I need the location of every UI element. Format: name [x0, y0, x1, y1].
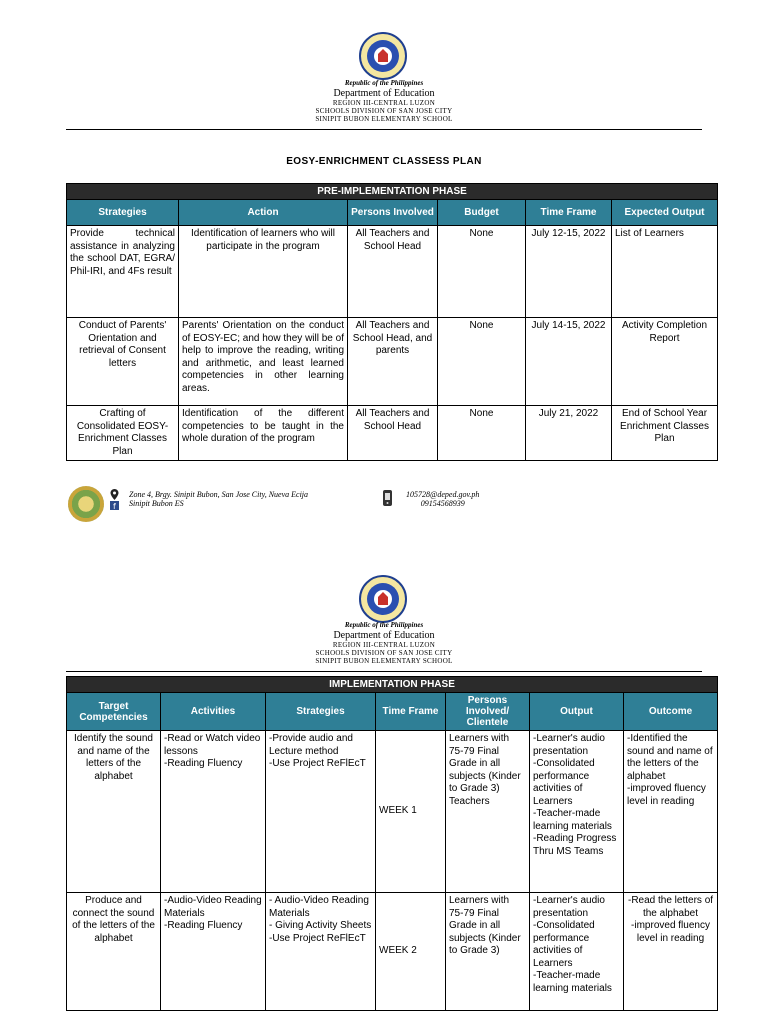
division-line: SCHOOLS DIVISION OF SAN JOSE CITY — [315, 107, 453, 115]
division-line: SCHOOLS DIVISION OF SAN JOSE CITY — [315, 649, 453, 657]
table-cell: -Provide audio and Lecture method -Use Project ReFlEcT — [266, 731, 376, 893]
doc-title: EOSY-ENRICHMENT CLASSESS PLAN — [286, 156, 482, 167]
table-row — [67, 318, 718, 406]
table-cell: -Read the letters of the alphabet -improved fluency level in reading — [624, 893, 718, 1011]
deped-seal-icon — [359, 575, 407, 623]
table-cell: None — [438, 406, 526, 461]
table-cell: Learners with 75-79 Final Grade in all subjects (Kinder to Grade 3) Teachers — [446, 731, 530, 893]
table-cell: Produce and connect the sound of the letters of the alphabet — [67, 893, 161, 1011]
column-header: Time Frame — [526, 200, 612, 226]
implementation-table — [66, 676, 718, 1011]
department-line: Department of Education — [333, 630, 435, 641]
column-header: Target Competencies — [67, 693, 161, 731]
table-cell: -Learner's audio presentation -Consolidated performance activities of Learners -Teacher-made learning materials -Reading Progress Thru MS Teams — [530, 731, 624, 893]
phase-title: PRE-IMPLEMENTATION PHASE — [67, 184, 718, 200]
facebook-text: Sinipit Bubon ES — [129, 499, 184, 508]
department-line: Department of Education — [333, 88, 435, 99]
table-cell: -Read or Watch video lessons -Reading Fluency — [161, 731, 266, 893]
table-cell: Parents' Orientation on the conduct of EOSY-EC; and how they will be of help to improve the reading, writing and arithmetic, and least learned competencies in other learning areas. — [179, 318, 348, 406]
table-cell: None — [438, 226, 526, 318]
table-row — [67, 226, 718, 318]
table-cell: WEEK 1 — [376, 731, 446, 893]
table-row — [67, 893, 718, 1011]
table-cell: List of Learners — [612, 226, 718, 318]
school-line: SINIPIT BUBON ELEMENTARY SCHOOL — [315, 115, 453, 123]
table-cell: Identify the sound and name of the letters of the alphabet — [67, 731, 161, 893]
table-cell: Crafting of Consolidated EOSY-Enrichment Classes Plan — [67, 406, 179, 461]
school-line: SINIPIT BUBON ELEMENTARY SCHOOL — [315, 657, 453, 665]
column-header: Output — [530, 693, 624, 731]
location-pin-icon — [110, 489, 119, 500]
table-cell: Activity Completion Report — [612, 318, 718, 406]
region-line: REGION III-CENTRAL LUZON — [332, 641, 436, 649]
table-row — [67, 731, 718, 893]
table-cell: All Teachers and School Head — [348, 406, 438, 461]
school-emblem-icon — [68, 486, 104, 522]
table-cell: Learners with 75-79 Final Grade in all subjects (Kinder to Grade 3) — [446, 893, 530, 1011]
column-header: Strategies — [266, 693, 376, 731]
column-header: Time Frame — [376, 693, 446, 731]
table-cell: WEEK 2 — [376, 893, 446, 1011]
table-cell: -Audio-Video Reading Materials -Reading Fluency — [161, 893, 266, 1011]
address-text: Zone 4, Brgy. Sinipit Bubon, San Jose City, Nueva Ecija — [129, 490, 309, 499]
table-cell: July 21, 2022 — [526, 406, 612, 461]
column-header: Expected Output — [612, 200, 718, 226]
table-cell: Provide technical assistance in analyzing the school DAT, EGRA/ Phil-IRI, and 4Fs result — [67, 226, 179, 318]
pre-implementation-table — [66, 183, 718, 461]
column-header: Strategies — [67, 200, 179, 226]
table-cell: July 14-15, 2022 — [526, 318, 612, 406]
column-header: Budget — [438, 200, 526, 226]
phone-icon — [382, 488, 393, 508]
column-header: Persons Involved/ Clientele — [446, 693, 530, 731]
table-cell: None — [438, 318, 526, 406]
republic-line: Republic of the Philippines — [344, 79, 424, 87]
header-rule — [66, 129, 702, 130]
letterhead — [0, 80, 768, 123]
facebook-icon — [110, 501, 119, 510]
table-cell: - Audio-Video Reading Materials - Giving Activity Sheets -Use Project ReFlEcT — [266, 893, 376, 1011]
region-line: REGION III-CENTRAL LUZON — [332, 99, 436, 107]
table-cell: -Learner's audio presentation -Consolidated performance activities of Learners -Teacher-made learning materials — [530, 893, 624, 1011]
table-cell: All Teachers and School Head — [348, 226, 438, 318]
table-cell: -Identified the sound and name of the letters of the alphabet -improved fluency level in reading — [624, 731, 718, 893]
table-cell: Identification of the different competencies to be taught in the whole duration of the program — [179, 406, 348, 461]
svg-text:f: f — [113, 502, 116, 510]
republic-line: Republic of the Philippines — [344, 621, 424, 629]
column-header: Activities — [161, 693, 266, 731]
phase-title: IMPLEMENTATION PHASE — [67, 677, 718, 693]
column-header: Action — [179, 200, 348, 226]
table-cell: July 12-15, 2022 — [526, 226, 612, 318]
column-header: Outcome — [624, 693, 718, 731]
header-rule — [66, 671, 702, 672]
table-cell: All Teachers and School Head, and parents — [348, 318, 438, 406]
table-cell: Conduct of Parents' Orientation and retrieval of Consent letters — [67, 318, 179, 406]
table-cell: End of School Year Enrichment Classes Plan — [612, 406, 718, 461]
table-row — [67, 406, 718, 461]
email-text: 105728@deped.gov.ph — [406, 490, 480, 499]
phone-text: 09154568939 — [420, 499, 465, 508]
letterhead — [0, 622, 768, 665]
column-header: Persons Involved — [348, 200, 438, 226]
table-cell: Identification of learners who will participate in the program — [179, 226, 348, 318]
deped-seal-icon — [359, 32, 407, 80]
